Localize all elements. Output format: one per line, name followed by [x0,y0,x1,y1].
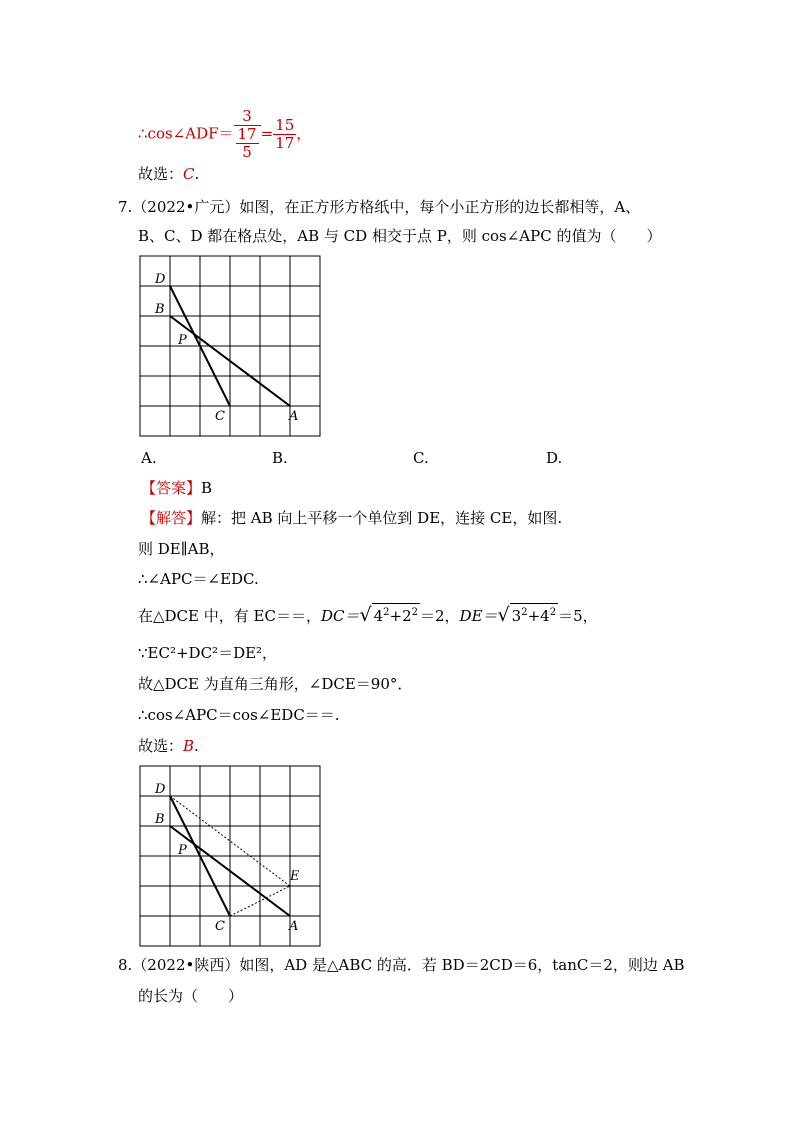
sqrt-dc: $4^2+2^2$ [372,603,420,625]
sqrt-de: $3^2+4^2$ [510,603,558,625]
inner-denominator: 5 [242,143,252,161]
option-d: D. [546,449,563,467]
label-a-2: A [289,919,299,934]
choose-value: C [183,165,195,183]
q7-choose-line [138,735,199,757]
q8-line1: 8.（2022•陕西）如图，AD 是△ABC 的高．若 BD＝2CD＝6，tanC＝2，则边 AB [118,956,685,974]
solution-text: 解：把 AB 向上平移一个单位到 DE，连接 CE，如图. [201,509,563,527]
cos-adf-prefix: ∴cos∠ADF＝ [138,124,234,143]
comma: ， [296,124,312,143]
step-pythagoras: ∵EC²+DC²＝DE²， [138,644,278,662]
inner-numerator: 17 [237,125,257,143]
label-c-2: C [215,919,225,934]
label-p-2: P [178,843,187,858]
q8-line2: 的长为（ ） [138,987,244,1005]
label-d-2: D [155,782,166,797]
q7-line1: 7.（2022•广元）如图，在正方形方格纸中，每个小正方形的边长都相等，A、 [118,198,641,216]
step-ec: 在△DCE 中，有 EC＝＝， [138,607,321,625]
q7-choose-end: . [194,737,199,755]
option-c: C. [413,449,429,467]
step-parallel: 则 DE∥AB， [138,540,225,558]
result-fraction [273,117,296,152]
equals-sign: = [260,124,274,143]
label-a: A [289,409,299,424]
prev-choose-line [138,163,199,185]
label-b: B [155,302,165,317]
label-d: D [155,272,166,287]
label-e: E [290,869,300,884]
step-dc-value: ＝2， [420,607,460,625]
option-b: B. [272,449,288,467]
step-angle-equal: ∴∠APC＝∠EDC. [138,570,259,588]
solution-tag: 【解答】 [141,509,202,527]
result-denominator: 17 [275,134,295,152]
step-right-triangle: 故△DCE 为直角三角形，∠DCE＝90°． [138,675,413,693]
outer-denominator [234,126,261,161]
label-p: P [178,333,187,348]
answer-line [141,477,212,499]
q7-line2: B、C、D 都在格点处，AB 与 CD 相交于点 P，则 cos∠APC 的值为（ ） [138,227,662,245]
step-cos: ∴cos∠APC＝cos∠EDC＝＝. [138,706,340,724]
label-c: C [215,409,225,424]
answer-value: B [201,479,213,497]
q7-figure-grid [138,254,322,438]
outer-numerator: 3 [234,108,261,126]
result-numerator: 15 [275,116,295,134]
step-de-value: ＝5， [558,607,598,625]
step-de-label: DE＝ [459,607,498,625]
answer-tag: 【答案】 [141,479,202,497]
cos-adf-line [138,108,311,161]
compound-fraction [234,108,261,161]
q7-solution-figure [138,764,322,948]
choose-prefix: 故选： [138,165,184,183]
q7-choose-value: B [183,737,195,755]
q7-choose-prefix: 故选： [138,737,184,755]
step-lengths: 在△DCE 中，有 EC＝＝，DC＝√ $4^2+2^2 =2$，DE＝√ $3^2+4^2 =5$， [138,604,598,626]
step-dc-label: DC＝ [320,607,360,625]
solution-line [141,507,562,529]
label-b-2: B [155,812,165,827]
choose-end: . [194,165,200,183]
option-a: A. [141,449,157,467]
